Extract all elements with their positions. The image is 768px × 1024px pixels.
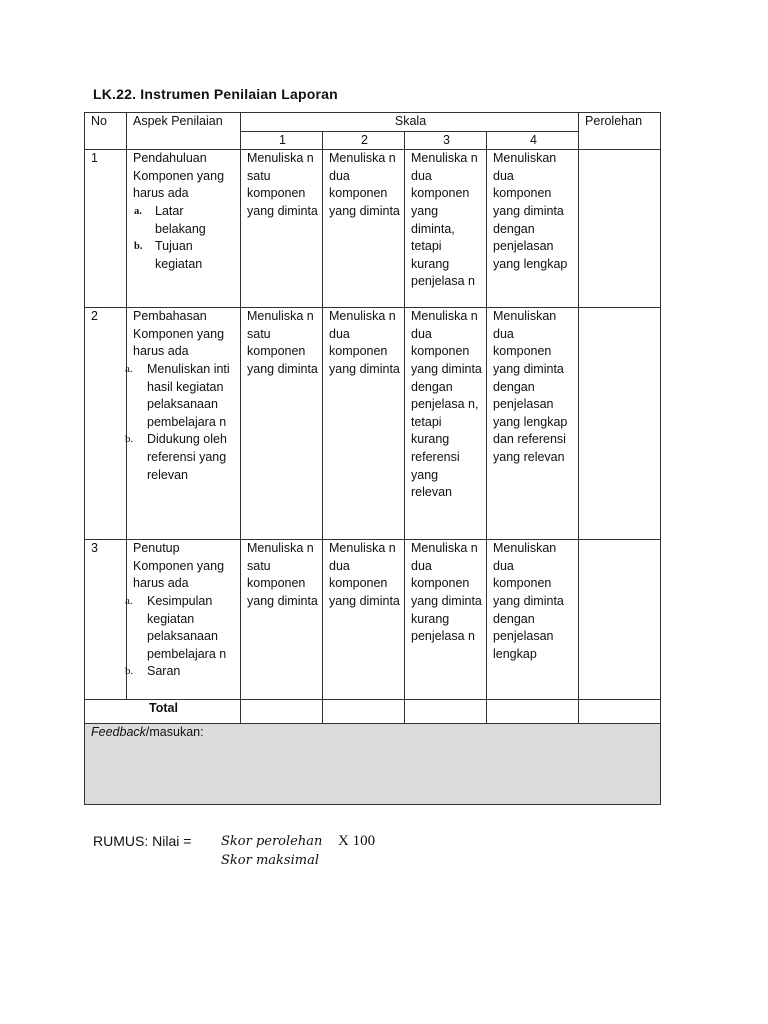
list-item-text: Latar belakang (155, 203, 206, 236)
list-marker: b. (125, 665, 134, 678)
list-marker: a. (125, 594, 133, 607)
score-level-4: Menuliskan dua komponen yang diminta dengan penjelasan yang lengkap (487, 150, 579, 308)
document-title: LK.22. Instrumen Penilaian Laporan (93, 86, 338, 102)
aspect-title: Penutup Komponen yang harus ada (133, 541, 225, 591)
table-row (85, 540, 661, 700)
feedback-row (85, 724, 661, 805)
header-skala: Skala (241, 113, 579, 132)
list-marker: b. (125, 433, 134, 446)
header-level-2: 2 (323, 131, 405, 150)
formula-fraction (221, 832, 322, 870)
aspect-title: Pendahuluan Komponen yang harus ada (133, 151, 225, 201)
header-aspek: Aspek Penilaian (127, 113, 241, 150)
list-item (125, 361, 236, 431)
aspect-list (125, 593, 236, 681)
list-marker: a. (125, 362, 133, 375)
aspect-cell (127, 540, 241, 700)
score-level-3: Menuliska n dua komponen yang diminta, tetapi kurang penjelasa n (405, 150, 487, 308)
aspect-list (133, 203, 236, 273)
formula-label: RUMUS: Nilai = (93, 833, 192, 849)
header-perolehan: Perolehan (579, 113, 661, 150)
list-item-text: Didukung oleh referensi yang relevan (147, 432, 227, 482)
score-level-2: Menuliska n dua komponen yang diminta (323, 150, 405, 308)
total-cell (487, 700, 579, 724)
list-item (133, 203, 236, 238)
score-level-2: Menuliska n dua komponen yang diminta (323, 540, 405, 700)
table-row (85, 308, 661, 540)
score-level-4: Menuliskan dua komponen yang diminta dengan penjelasan yang lengkap dan referensi yang relevan (487, 308, 579, 540)
list-item-text: Kesimpulan kegiatan pelaksanaan pembelajara n (147, 593, 227, 661)
aspect-cell (127, 150, 241, 308)
total-cell (579, 700, 661, 724)
formula-numerator: Skor perolehan (221, 834, 323, 849)
header-level-1: 1 (241, 131, 323, 150)
score-level-4: Menuliskan dua komponen yang diminta dengan penjelasan lengkap (487, 540, 579, 700)
score-level-1: Menuliska n satu komponen yang diminta (241, 308, 323, 540)
header-no: No (85, 113, 127, 150)
total-cell (405, 700, 487, 724)
aspect-cell (127, 308, 241, 540)
feedback-label-rest: /masukan: (145, 725, 204, 740)
score-level-1: Menuliska n satu komponen yang diminta (241, 150, 323, 308)
list-item (125, 431, 236, 484)
list-item (125, 663, 236, 681)
list-marker: b. (134, 241, 143, 253)
feedback-box (85, 724, 661, 805)
score-level-1: Menuliska n satu komponen yang diminta (241, 540, 323, 700)
perolehan-cell (579, 150, 661, 308)
aspect-title: Pembahasan Komponen yang harus ada (133, 309, 225, 359)
formula-denominator: Skor maksimal (221, 853, 319, 868)
aspect-list (125, 361, 236, 484)
perolehan-cell (579, 308, 661, 540)
assessment-table (84, 112, 661, 805)
list-item-text: Saran (147, 664, 181, 679)
row-number: 3 (85, 540, 127, 700)
perolehan-cell (579, 540, 661, 700)
score-level-3: Menuliska n dua komponen yang diminta kurang penjelasa n (405, 540, 487, 700)
header-level-3: 3 (405, 131, 487, 150)
list-item-text: Menuliskan inti hasil kegiatan pelaksanaan pembelajara n (147, 361, 230, 429)
list-item (133, 238, 236, 273)
total-cell (241, 700, 323, 724)
total-row (85, 700, 661, 724)
formula-multiplier: X 100 (338, 833, 376, 849)
feedback-label-italic: Feedback (91, 725, 146, 740)
row-number: 1 (85, 150, 127, 308)
header-level-4: 4 (487, 131, 579, 150)
table-row (85, 150, 661, 308)
list-item (125, 593, 236, 663)
list-item-text: Tujuan kegiatan (155, 239, 203, 271)
score-level-2: Menuliska n dua komponen yang diminta (323, 308, 405, 540)
total-cell (323, 700, 405, 724)
total-label: Total (85, 700, 241, 724)
list-marker: a. (134, 205, 142, 217)
score-level-3: Menuliska n dua komponen yang diminta dengan penjelasa n, tetapi kurang referensi yang relevan (405, 308, 487, 540)
row-number: 2 (85, 308, 127, 540)
